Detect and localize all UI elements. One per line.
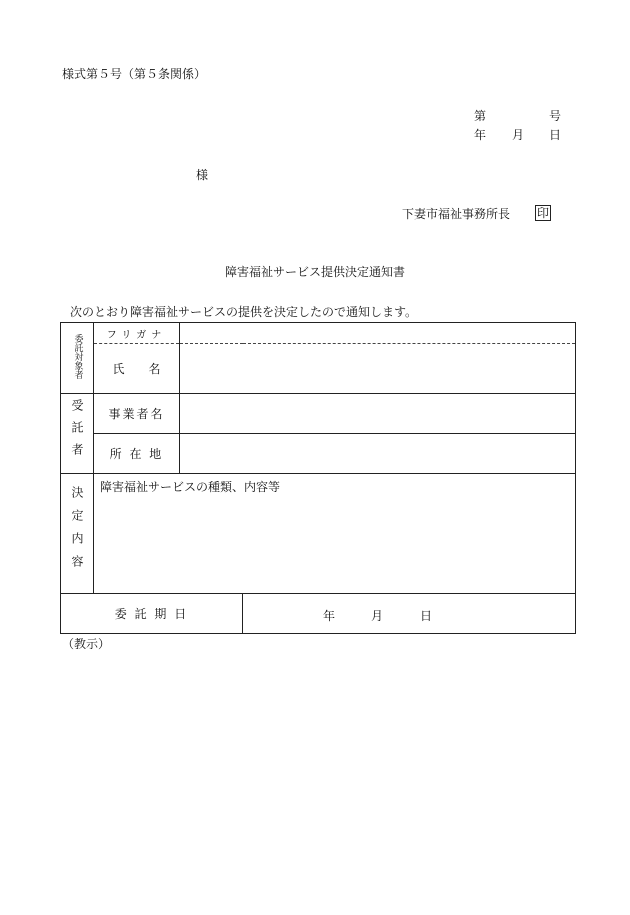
intro-text: 次のとおり障害福祉サービスの提供を決定したので通知します。	[70, 305, 418, 319]
date-year: 年	[474, 128, 487, 142]
period-year: 年	[323, 609, 336, 623]
business-name-label: 事業者名	[108, 407, 165, 421]
addressee-suffix: 様	[196, 168, 209, 182]
furigana-label: フリガナ	[106, 329, 167, 341]
date-day: 日	[549, 128, 562, 142]
subject-group-label: 委託対象者	[72, 334, 83, 379]
name-label: 氏 名	[112, 362, 161, 376]
period-date-field[interactable]	[243, 594, 576, 634]
document-number-suffix: 号	[549, 109, 562, 123]
name-label-cell	[94, 344, 180, 394]
contractor-group-cell	[61, 394, 94, 474]
decision-group-label: 決定内容	[70, 486, 84, 578]
contractor-group-label: 受託者	[70, 399, 84, 465]
instruction-note: （教示）	[62, 637, 111, 651]
period-month: 月	[371, 609, 384, 623]
decision-form-table	[60, 322, 576, 634]
name-field[interactable]	[180, 344, 576, 394]
address-label-cell	[94, 434, 180, 474]
period-label: 委 託 期 日	[114, 607, 189, 621]
address-field[interactable]	[180, 434, 576, 474]
furigana-label-cell	[94, 323, 180, 344]
seal-label: 印	[537, 206, 550, 220]
document-number-prefix: 第	[474, 109, 487, 123]
issuer-name: 下妻市福祉事務所長	[402, 207, 511, 221]
decision-content-text: 障害福祉サービスの種類、内容等	[100, 480, 281, 494]
form-number: 様式第５号（第５条関係）	[62, 67, 207, 81]
period-label-cell	[61, 594, 243, 634]
seal-mark	[535, 206, 551, 220]
date-month: 月	[512, 128, 525, 142]
address-label: 所 在 地	[109, 447, 164, 461]
business-name-label-cell	[94, 394, 180, 434]
business-name-field[interactable]	[180, 394, 576, 434]
decision-group-cell	[61, 474, 94, 594]
document-title: 障害福祉サービス提供決定通知書	[225, 265, 406, 279]
decision-content-field[interactable]	[94, 474, 576, 594]
period-day: 日	[420, 609, 433, 623]
subject-group-cell	[61, 323, 94, 394]
furigana-field[interactable]	[180, 323, 576, 344]
